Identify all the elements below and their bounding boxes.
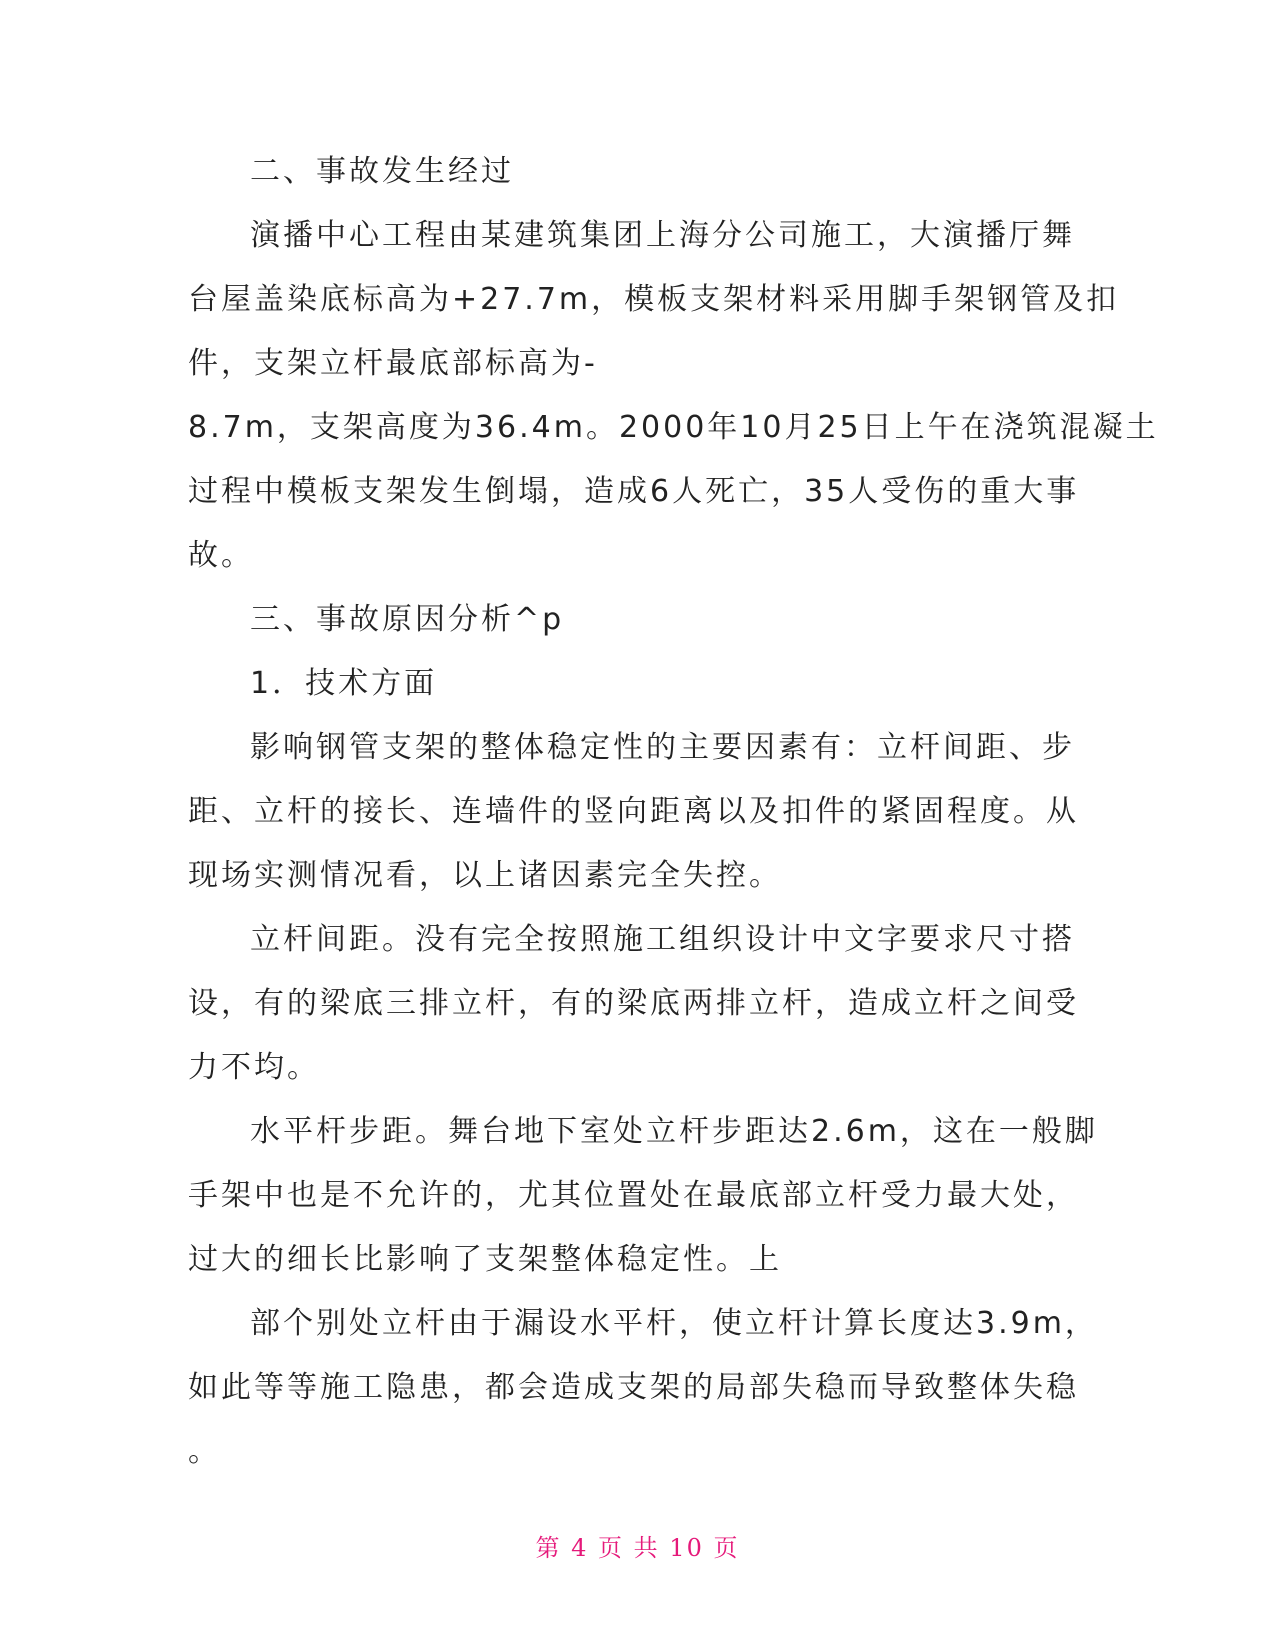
paragraph-line: 设，有的梁底三排立杆，有的梁底两排立杆，造成立杆之间受 (188, 986, 1079, 1021)
paragraph-line: 部个别处立杆由于漏设水平杆，使立杆计算长度达3.9m， (250, 1306, 1098, 1341)
page-number-footer: 第 4 页 共 10 页 (535, 1534, 740, 1562)
paragraph-line: 演播中心工程由某建筑集团上海分公司施工，大演播厅舞 (250, 218, 1075, 253)
paragraph-line: 过大的细长比影响了支架整体稳定性。上 (188, 1242, 782, 1277)
paragraph-line: 手架中也是不允许的，尤其位置处在最底部立杆受力最大处， (188, 1178, 1079, 1213)
paragraph-line: 现场实测情况看，以上诸因素完全失控。 (188, 858, 782, 893)
paragraph-line: 。 (188, 1434, 221, 1469)
paragraph-line: 故。 (188, 538, 254, 573)
paragraph-line: 过程中模板支架发生倒塌，造成6人死亡，35人受伤的重大事 (188, 474, 1080, 509)
subsection-heading-technical: 1．技术方面 (250, 666, 438, 701)
section-heading-accident-process: 二、事故发生经过 (250, 154, 514, 189)
paragraph-line: 影响钢管支架的整体稳定性的主要因素有：立杆间距、步 (250, 730, 1075, 765)
paragraph-line: 力不均。 (188, 1050, 320, 1085)
paragraph-line: 件，支架立杆最底部标高为- (188, 346, 598, 381)
document-body (188, 140, 1159, 1484)
paragraph-line: 台屋盖染底标高为+27.7m，模板支架材料采用脚手架钢管及扣 (188, 282, 1120, 317)
paragraph-line: 8.7m，支架高度为36.4m。2000年10月25日上午在浇筑混凝土 (188, 410, 1159, 445)
paragraph-line: 水平杆步距。舞台地下室处立杆步距达2.6m，这在一般脚 (250, 1114, 1098, 1149)
paragraph-line: 距、立杆的接长、连墙件的竖向距离以及扣件的紧固程度。从 (188, 794, 1079, 829)
section-heading-cause-analysis: 三、事故原因分析^p (250, 602, 565, 637)
paragraph-line: 立杆间距。没有完全按照施工组织设计中文字要求尺寸搭 (250, 922, 1075, 957)
paragraph-line: 如此等等施工隐患，都会造成支架的局部失稳而导致整体失稳 (188, 1370, 1079, 1405)
